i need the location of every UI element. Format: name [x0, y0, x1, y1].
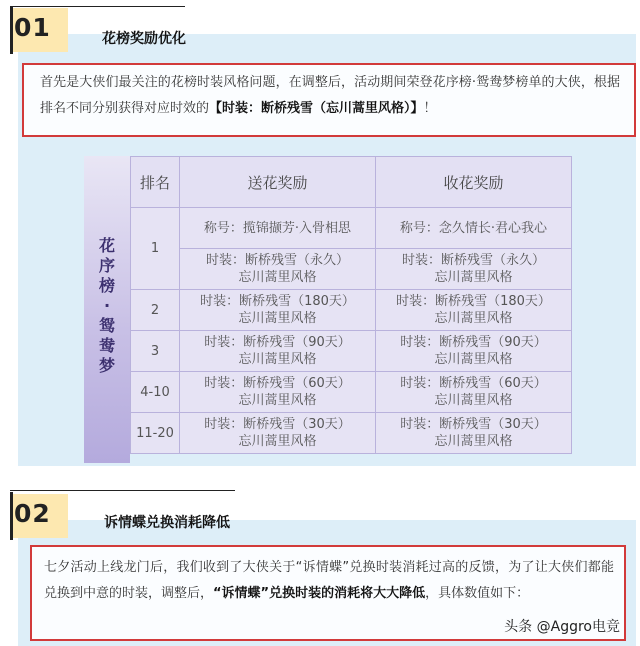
table-row: [131, 290, 572, 331]
header-receive: 收花奖励: [376, 157, 572, 208]
table-row: [131, 413, 572, 454]
section2-text: 七夕活动上线龙门后，我们收到了大侠关于“诉情蝶”兑换时装消耗过高的反馈，为了让大侠们都能兑换到中意的时装，调整后，: [44, 560, 614, 601]
section2-title: 诉情蝶兑换消耗降低: [104, 515, 230, 531]
send-reward-cell: 时装：断桥残雪（60天） 忘川蒿里风格: [180, 372, 376, 413]
receive-reward-cell: 时装：断桥残雪（60天） 忘川蒿里风格: [376, 372, 572, 413]
table-header-row: [131, 157, 572, 208]
table-row: [131, 372, 572, 413]
receive-reward-cell: 时装：断桥残雪（永久） 忘川蒿里风格: [376, 249, 572, 290]
rank-cell: 4-10: [131, 372, 180, 413]
section2-number: 02: [14, 499, 51, 528]
table-row: [131, 249, 572, 290]
receive-reward-cell: 时装：断桥残雪（90天） 忘川蒿里风格: [376, 331, 572, 372]
reward-table: [84, 156, 573, 463]
send-title-cell: 称号：揽锦撷芳·入骨相思: [180, 208, 376, 249]
send-reward-cell: 时装：断桥残雪（30天） 忘川蒿里风格: [180, 413, 376, 454]
section2-paragraph: [44, 555, 614, 607]
section1-paragraph: [40, 70, 620, 122]
reward-grid: [130, 156, 572, 454]
watermark: 头条 @Aggro电竞: [504, 619, 620, 635]
table-side-banner: [84, 156, 130, 463]
receive-reward-cell: 时装：断桥残雪（30天） 忘川蒿里风格: [376, 413, 572, 454]
send-reward-cell: 时装：断桥残雪（90天） 忘川蒿里风格: [180, 331, 376, 372]
section2-bold-text: “诉情蝶”兑换时装的消耗将大大降低: [213, 586, 426, 601]
section2-badge-line: [10, 490, 235, 491]
section1-text: 首先是大侠们最关注的花榜时装风格问题，在调整后，活动期间荣登花序榜·鸳鸯梦榜单的大侠，根据排名不同分别获得对应时效的: [40, 75, 620, 116]
send-reward-cell: 时装：断桥残雪（180天） 忘川蒿里风格: [180, 290, 376, 331]
header-send: 送花奖励: [180, 157, 376, 208]
section2-text-end: ，具体数值如下：: [425, 586, 530, 601]
table-side-label: 花 序 榜 · 鸳 鸯 梦: [98, 236, 115, 375]
rank-cell: 1: [131, 208, 180, 290]
section1-text-end: ！: [423, 101, 437, 116]
send-reward-cell: 时装：断桥残雪（永久） 忘川蒿里风格: [180, 249, 376, 290]
section1-bold-text: 【时装：断桥残雪（忘川蒿里风格）】: [209, 101, 424, 116]
section2-badge-bar: [10, 492, 13, 540]
receive-reward-cell: 时装：断桥残雪（180天） 忘川蒿里风格: [376, 290, 572, 331]
section1-badge-bar: [10, 6, 13, 54]
header-rank: 排名: [131, 157, 180, 208]
receive-title-cell: 称号：念久情长·君心我心: [376, 208, 572, 249]
section1-title: 花榜奖励优化: [102, 31, 186, 47]
rank-cell: 2: [131, 290, 180, 331]
rank-cell: 3: [131, 331, 180, 372]
table-row: [131, 331, 572, 372]
table-row: [131, 208, 572, 249]
section1-number: 01: [14, 13, 51, 42]
rank-cell: 11-20: [131, 413, 180, 454]
section1-badge-line: [10, 6, 185, 7]
